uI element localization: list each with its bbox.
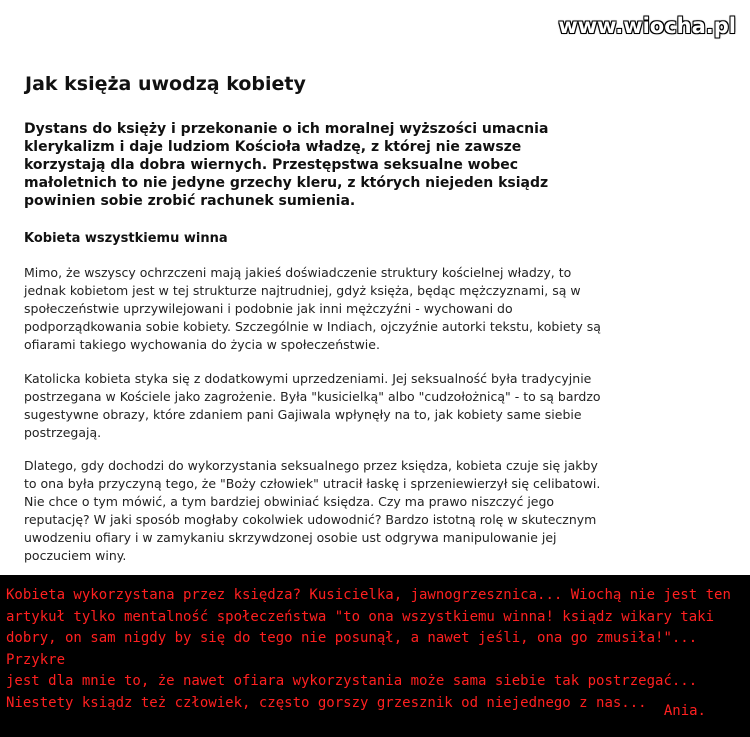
article-paragraph: Mimo, że wszyscy ochrzczeni mają jakieś doświadczenie struktury kościelnej władzy, to jednak kobietom jest w tej strukturze najtrudniej, gdyż księża, będąc mężczyznami, są w społeczeństwie uprzywilejowani i podobnie jak inni mężczyźni - wychowani do podporządkowania sobie kobiety. Szczególnie w Indiach, ojczyźnie autorki tekstu, kobiety są ofiarami takiego wychowania do życia w społeczeństwie. xyxy=(24,265,601,352)
article-paragraph: Dlatego, gdy dochodzi do wykorzystania seksualnego przez księdza, kobieta czuje się jakby to ona była przyczyną tego, że "Boży człowiek" utracił łaskę i sprzeniewierzył się celibatowi. Nie chce o tym mówić, a tym bardziej obwiniać księdza. Czy ma prawo niszczyć jego reputację? W jaki sposób mogłaby cokolwiek udowodnić? Bardzo istotną rolę w skutecznym uwodzeniu ofiary i w zamykaniu skrzywdzonej osobie ust odgrywa manipulowanie jej poczuciem winy. xyxy=(24,458,601,563)
comment-signature: Ania. xyxy=(663,703,706,719)
article-title: Jak księża uwodzą kobiety xyxy=(25,73,306,95)
comment-box xyxy=(0,575,750,737)
site-watermark: www.wiocha.pl xyxy=(558,14,736,38)
comment-text: Kobieta wykorzystana przez księdza? Kusicielka, jawnogrzesznica... Wiochą nie jest ten artykuł tylko mentalność społeczeństwa "to ona wszystkiemu winna! ksiądz wikary taki dobry, on sam nigdy by się do tego nie posunął, a nawet jeśli, ona go zmusiła!"... Przykre jest dla mnie to, że nawet ofiara wykorzystania może sama siebie tak postrzegać... Niestety ksiądz też człowiek, często gorszy grzesznik od niejednego z nas... xyxy=(6,587,731,711)
article-lead: Dystans do księży i przekonanie o ich moralnej wyższości umacnia klerykalizm i daje ludziom Kościoła władzę, z której nie zawsze korzystają dla dobra wiernych. Przestępstwa seksualne wobec małoletnich to nie jedyne grzechy kleru, z których niejeden ksiądz powinien sobie zrobić rachunek sumienia. xyxy=(24,121,549,209)
article-paragraph: Katolicka kobieta styka się z dodatkowymi uprzedzeniami. Jej seksualność była tradycyjnie postrzegana w Kościele jako zagrożenie. Była "kusicielką" albo "cudzołożnicą" - to są bardzo sugestywne obrazy, które zdaniem pani Gajiwala wpłynęły na to, jak kobiety same siebie postrzegają. xyxy=(24,371,601,440)
section-heading: Kobieta wszystkiemu winna xyxy=(24,231,228,246)
